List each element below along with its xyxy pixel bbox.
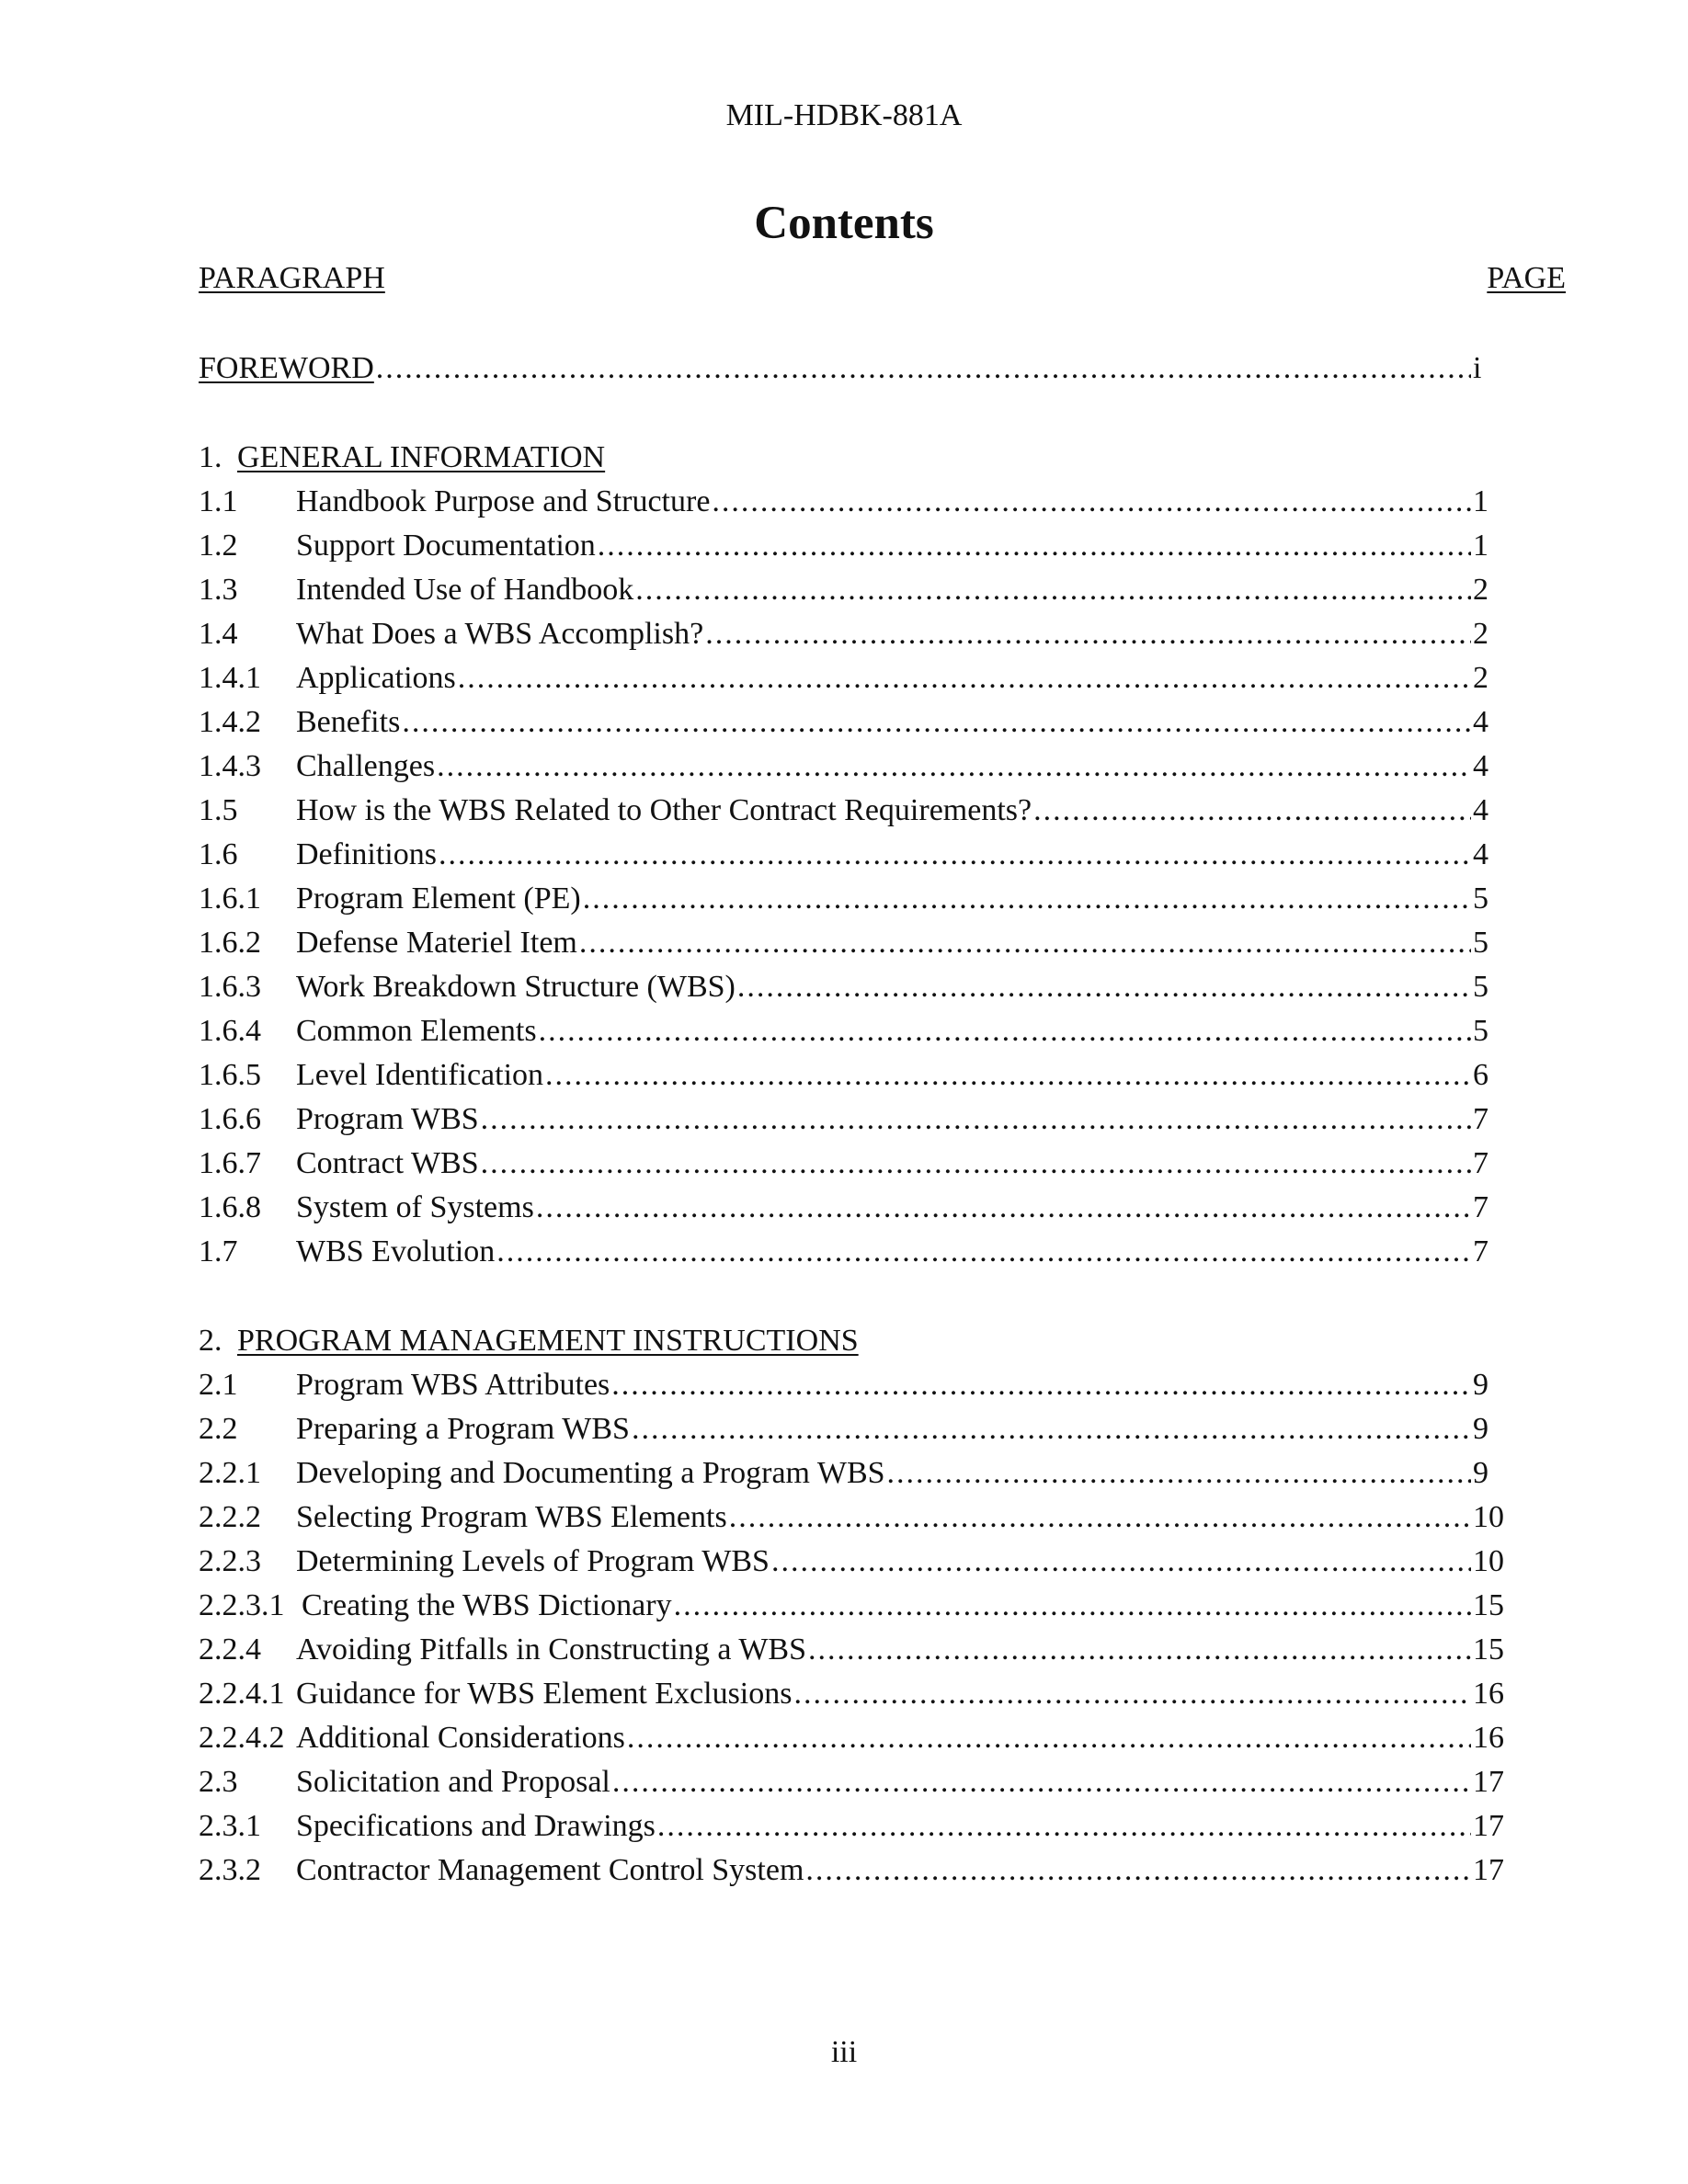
toc-entry[interactable] [199, 660, 1513, 697]
toc-entry-label: Developing and Documenting a Program WBS [296, 1456, 885, 1490]
toc-entry-label: Support Documentation [296, 529, 596, 563]
toc-entry-label: System of Systems [296, 1190, 534, 1224]
toc-entry-number: 1.6.3 [199, 970, 261, 1004]
dot-leader [439, 836, 1471, 873]
toc-entry[interactable] [199, 1013, 1513, 1050]
toc-entry-number: 2.2.3 [199, 1544, 261, 1578]
toc-entry[interactable] [199, 1764, 1513, 1801]
toc-entry-number: 2.2.4 [199, 1632, 261, 1666]
toc-entry-label: Contract WBS [296, 1146, 479, 1180]
toc-entry-number: 2.3.1 [199, 1809, 261, 1843]
toc-entry-number: 2.2.3.1 [199, 1588, 285, 1622]
toc-entry-page: 10 [1473, 1544, 1504, 1578]
toc-entry-page: 9 [1473, 1456, 1488, 1490]
dot-leader [808, 1632, 1471, 1668]
toc-entry-label: Program WBS Attributes [296, 1368, 610, 1402]
dot-leader [598, 528, 1471, 564]
toc-entry[interactable] [199, 1411, 1513, 1448]
toc-entry-number: 2.3.2 [199, 1853, 261, 1887]
toc-entry-number: 2.1 [199, 1368, 238, 1402]
toc-entry-number: 2.3 [199, 1765, 238, 1799]
toc-entry[interactable] [199, 1808, 1513, 1845]
dot-leader [805, 1852, 1471, 1889]
toc-entry[interactable] [199, 1720, 1513, 1757]
toc-entry-number: 1.1 [199, 484, 238, 518]
section-number: 1. [199, 440, 222, 474]
toc-entry-page: 5 [1473, 1014, 1488, 1048]
dot-leader [579, 925, 1471, 961]
toc-entry-number: 1.6 [199, 837, 238, 871]
toc-entry-number: 1.6.5 [199, 1058, 261, 1092]
toc-entry-number: 1.7 [199, 1234, 238, 1268]
toc-entry-page: 7 [1473, 1102, 1488, 1136]
toc-entry[interactable] [199, 572, 1513, 609]
toc-entry[interactable] [199, 528, 1513, 564]
section-heading-1[interactable] [199, 439, 605, 476]
section-number: 2. [199, 1324, 222, 1358]
toc-entry-label: Defense Materiel Item [296, 926, 577, 960]
toc-entry[interactable] [199, 1455, 1513, 1492]
toc-entry-page: 4 [1473, 837, 1488, 871]
toc-entry-page: 16 [1473, 1721, 1504, 1755]
toc-entry-label: Contractor Management Control System [296, 1853, 804, 1887]
toc-entry-page: 4 [1473, 793, 1488, 827]
paragraph-column-header: PARAGRAPH [199, 261, 385, 295]
toc-entry-label: WBS Evolution [296, 1234, 496, 1268]
toc-entry-number: 1.6.1 [199, 882, 261, 916]
dot-leader [729, 1499, 1471, 1536]
toc-entry[interactable] [199, 925, 1513, 961]
toc-entry[interactable] [199, 1145, 1513, 1182]
dot-leader [771, 1543, 1471, 1580]
toc-entry-number: 2.2.4.1 [199, 1677, 285, 1711]
dot-leader [737, 969, 1471, 1006]
toc-entry-page: 1 [1473, 529, 1488, 563]
dot-leader [611, 1367, 1471, 1404]
toc-entry-label: Program WBS [296, 1102, 479, 1136]
toc-entry-number: 1.6.8 [199, 1190, 261, 1224]
toc-entry[interactable] [199, 1632, 1513, 1668]
toc-entry-page: 15 [1473, 1588, 1504, 1622]
section-heading-2[interactable] [199, 1323, 859, 1359]
dot-leader [887, 1455, 1471, 1492]
toc-entry-label: Solicitation and Proposal [296, 1765, 610, 1799]
dot-leader [437, 748, 1471, 785]
toc-entry-page: 5 [1473, 926, 1488, 960]
toc-entry-number: 1.4.1 [199, 661, 261, 695]
toc-entry-page: 7 [1473, 1146, 1488, 1180]
toc-entry-label: Challenges [296, 749, 436, 783]
toc-entry[interactable] [199, 1367, 1513, 1404]
toc-entry-page: 9 [1473, 1412, 1488, 1446]
toc-entry-label: Common Elements [296, 1014, 537, 1048]
toc-entry-page: 7 [1473, 1190, 1488, 1224]
toc-entry-number: 1.6.2 [199, 926, 261, 960]
page-column-header: PAGE [1487, 261, 1566, 295]
dot-leader [712, 483, 1471, 520]
toc-entry-page: 10 [1473, 1500, 1504, 1534]
toc-entry-page: 2 [1473, 661, 1488, 695]
page-number: iii [830, 2035, 858, 2069]
section-title: GENERAL INFORMATION [237, 440, 606, 474]
toc-entry-page: 17 [1473, 1765, 1504, 1799]
toc-entry-page: 5 [1473, 882, 1488, 916]
toc-entry-number: 2.2.1 [199, 1456, 261, 1490]
toc-entry-page: 2 [1473, 617, 1488, 651]
toc-entry-label: Handbook Purpose and Structure [296, 484, 711, 518]
toc-entry-label: Avoiding Pitfalls in Constructing a WBS [296, 1632, 807, 1666]
dot-leader [793, 1676, 1471, 1712]
toc-entry[interactable] [199, 1101, 1513, 1138]
toc-entry-number: 1.4.3 [199, 749, 261, 783]
toc-entry-label: How is the WBS Related to Other Contract Requirements? [296, 793, 1032, 827]
toc-entry-label: Determining Levels of Program WBS [296, 1544, 770, 1578]
section-title: PROGRAM MANAGEMENT INSTRUCTIONS [237, 1324, 859, 1358]
toc-entry[interactable] [199, 748, 1513, 785]
toc-entry[interactable] [199, 1543, 1513, 1580]
toc-entry-label: Additional Considerations [296, 1721, 625, 1755]
toc-entry-label: Intended Use of Handbook [296, 573, 634, 607]
dot-leader [705, 616, 1471, 653]
toc-entry[interactable] [199, 1852, 1513, 1889]
toc-entry[interactable] [199, 1587, 1513, 1624]
toc-entry[interactable] [199, 1234, 1513, 1270]
toc-entry-number: 1.6.7 [199, 1146, 261, 1180]
dot-leader [545, 1057, 1471, 1094]
toc-entry-page: 1 [1473, 484, 1488, 518]
toc-entry-label: Guidance for WBS Element Exclusions [296, 1677, 793, 1711]
toc-entry[interactable] [199, 483, 1513, 520]
dot-leader [376, 350, 1471, 387]
toc-entry-page: 6 [1473, 1058, 1488, 1092]
toc-entry[interactable] [199, 836, 1513, 873]
toc-entry-page: 16 [1473, 1677, 1504, 1711]
toc-entry-label: Program Element (PE) [296, 882, 581, 916]
toc-entry-number: 2.2.4.2 [199, 1721, 285, 1755]
toc-entry-number: 1.3 [199, 573, 238, 607]
toc-entry-number: 1.4.2 [199, 705, 261, 739]
dot-leader [539, 1013, 1471, 1050]
dot-leader [1033, 792, 1471, 829]
toc-entry[interactable] [199, 1057, 1513, 1094]
toc-entry-number: 2.2.2 [199, 1500, 261, 1534]
toc-entry-page: 9 [1473, 1368, 1488, 1402]
toc-entry-label: Preparing a Program WBS [296, 1412, 630, 1446]
toc-entry-page: 5 [1473, 970, 1488, 1004]
toc-entry[interactable] [199, 1676, 1513, 1712]
toc-entry-label: Work Breakdown Structure (WBS) [296, 970, 736, 1004]
toc-entry[interactable] [199, 704, 1513, 741]
toc-entry-page: 2 [1473, 573, 1488, 607]
toc-entry-label: Creating the WBS Dictionary [302, 1588, 672, 1622]
toc-entry-number: 1.6.6 [199, 1102, 261, 1136]
dot-leader [458, 660, 1471, 697]
dot-leader [481, 1145, 1471, 1182]
dot-leader [402, 704, 1471, 741]
dot-leader [627, 1720, 1471, 1757]
toc-entry-label: FOREWORD [199, 351, 374, 385]
toc-entry-page: 17 [1473, 1809, 1504, 1843]
toc-entry-label: Specifications and Drawings [296, 1809, 656, 1843]
toc-entry-page: 4 [1473, 705, 1488, 739]
dot-leader [536, 1189, 1471, 1226]
toc-entry-label: Benefits [296, 705, 401, 739]
toc-entry-page: 7 [1473, 1234, 1488, 1268]
toc-entry-number: 1.2 [199, 529, 238, 563]
dot-leader [612, 1764, 1471, 1801]
dot-leader [635, 572, 1471, 609]
dot-leader [657, 1808, 1471, 1845]
toc-entry-number: 1.6.4 [199, 1014, 261, 1048]
dot-leader [481, 1101, 1471, 1138]
toc-entry-label: Selecting Program WBS Elements [296, 1500, 727, 1534]
toc-entry-label: What Does a WBS Accomplish? [296, 617, 704, 651]
page-title: Contents [754, 198, 934, 249]
dot-leader [496, 1234, 1471, 1270]
toc-entry-label: Level Identification [296, 1058, 544, 1092]
toc-entry-number: 2.2 [199, 1412, 238, 1446]
toc-entry-page: i [1473, 351, 1482, 385]
toc-entry[interactable] [199, 792, 1513, 829]
toc-entry-page: 15 [1473, 1632, 1504, 1666]
toc-entry[interactable] [199, 1189, 1513, 1226]
document-id: MIL-HDBK-881A [725, 98, 963, 132]
dot-leader [632, 1411, 1471, 1448]
toc-entry[interactable] [199, 1499, 1513, 1536]
toc-entry-page: 4 [1473, 749, 1488, 783]
dot-leader [674, 1587, 1471, 1624]
toc-entry-label: Applications [296, 661, 456, 695]
toc-entry[interactable] [199, 881, 1513, 917]
toc-entry-foreword[interactable] [199, 350, 1513, 387]
toc-entry-page: 17 [1473, 1853, 1504, 1887]
toc-entry[interactable] [199, 969, 1513, 1006]
toc-entry-number: 1.4 [199, 617, 238, 651]
toc-entry-label: Definitions [296, 837, 437, 871]
dot-leader [583, 881, 1471, 917]
toc-entry-number: 1.5 [199, 793, 238, 827]
toc-entry[interactable] [199, 616, 1513, 653]
